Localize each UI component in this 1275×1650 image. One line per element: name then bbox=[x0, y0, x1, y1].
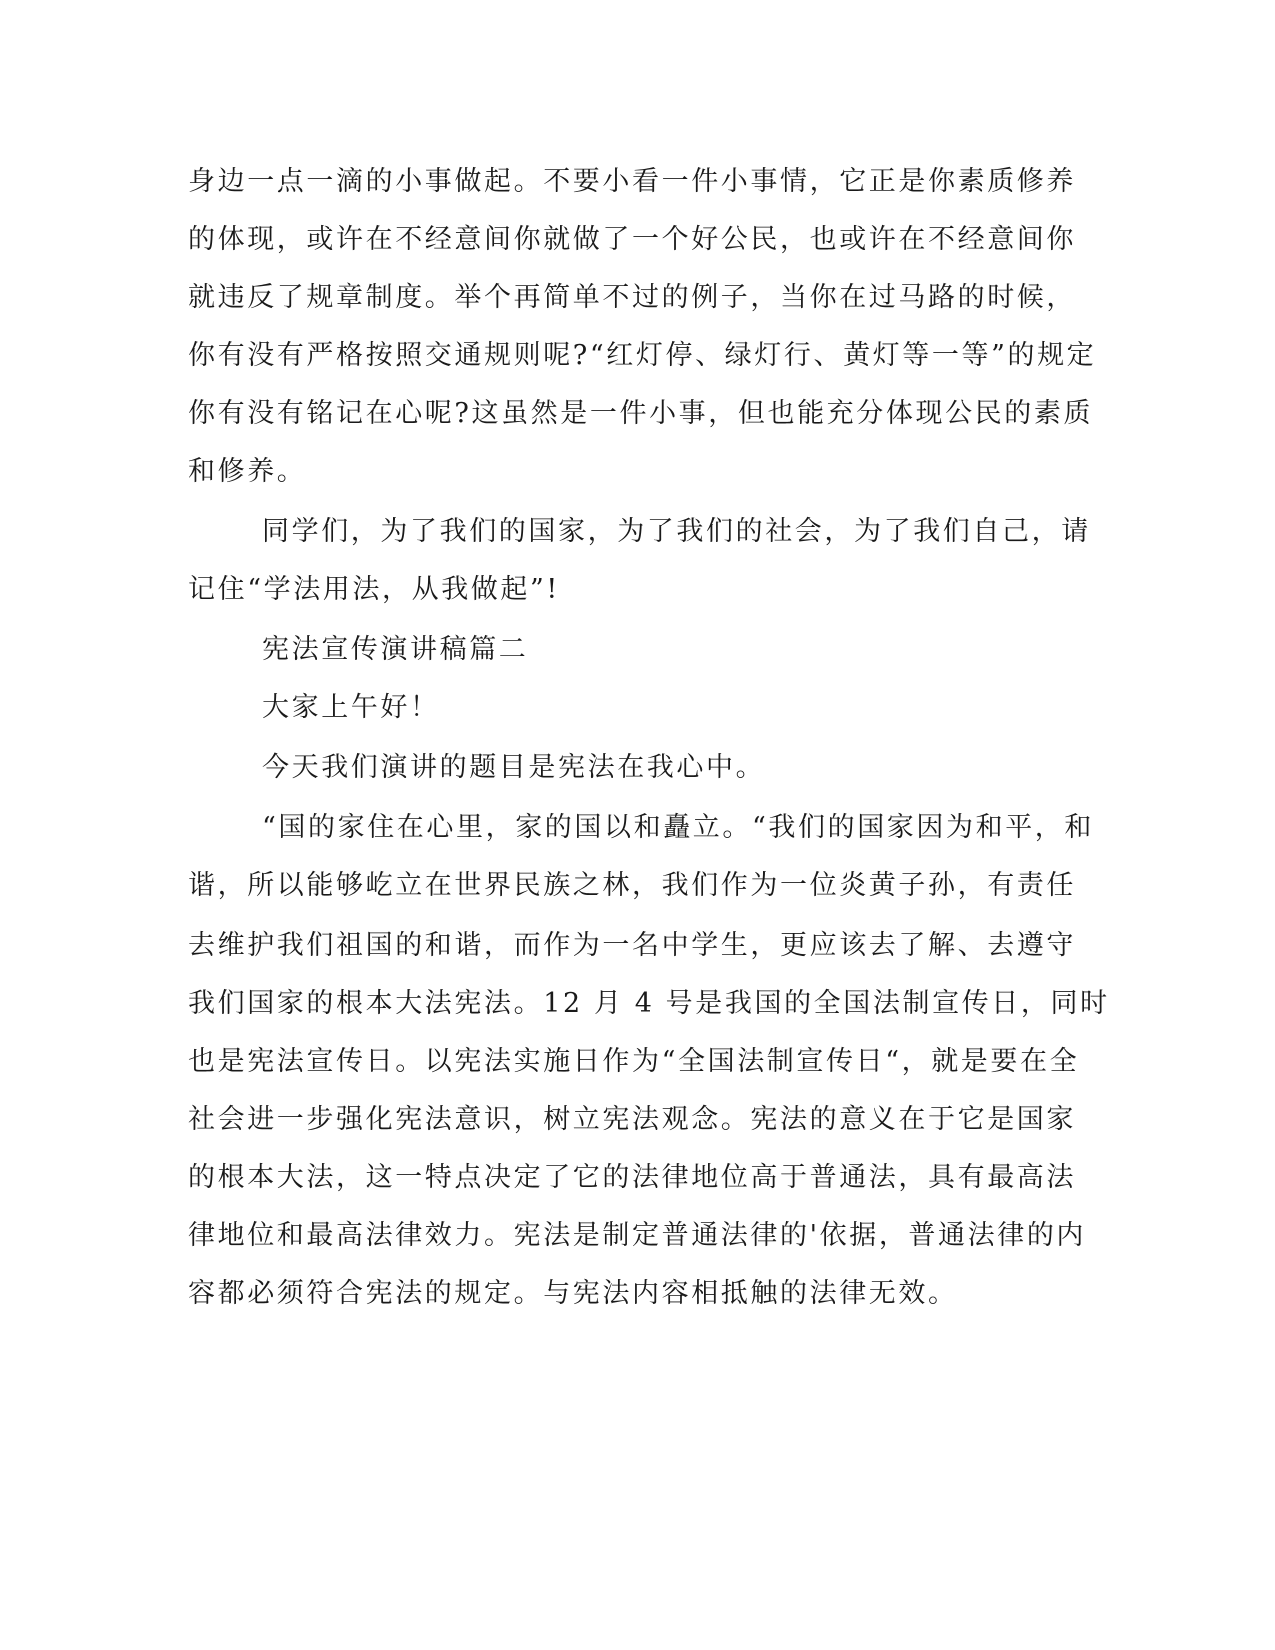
paragraph-6-line-5: 也是宪法宣传日。以宪法实施日作为“全国法制宣传日“，就是要在全 bbox=[188, 1046, 1080, 1077]
paragraph-2-line-1: 同学们，为了我们的国家，为了我们的社会，为了我们自己，请 bbox=[262, 516, 1091, 547]
paragraph-1-line-3: 就违反了规章制度。举个再简单不过的例子，当你在过马路的时候， bbox=[188, 282, 1076, 313]
paragraph-2-line-2: 记住“学法用法，从我做起”! bbox=[188, 574, 560, 605]
paragraph-6-line-1: “国的家住在心里，家的国以和矗立。“我们的国家因为和平，和 bbox=[262, 812, 1095, 843]
paragraph-6-line-6: 社会进一步强化宪法意识，树立宪法观念。宪法的意义在于它是国家 bbox=[188, 1104, 1076, 1135]
paragraph-6-line-2: 谐，所以能够屹立在世界民族之林，我们作为一位炎黄子孙，有责任 bbox=[188, 870, 1076, 901]
section-heading: 宪法宣传演讲稿篇二 bbox=[262, 634, 529, 665]
paragraph-1-line-5: 你有没有铭记在心呢?这虽然是一件小事，但也能充分体现公民的素质 bbox=[188, 398, 1094, 429]
paragraph-1-line-2: 的体现，或许在不经意间你就做了一个好公民，也或许在不经意间你 bbox=[188, 224, 1076, 255]
paragraph-1-line-1: 身边一点一滴的小事做起。不要小看一件小事情，它正是你素质修养 bbox=[188, 166, 1076, 197]
paragraph-1-line-6: 和修养。 bbox=[188, 456, 307, 487]
paragraph-6-line-7: 的根本大法，这一特点决定了它的法律地位高于普通法，具有最高法 bbox=[188, 1162, 1076, 1193]
paragraph-6-line-8: 律地位和最高法律效力。宪法是制定普通法律的'依据，普通法律的内 bbox=[188, 1220, 1087, 1251]
paragraph-1-line-4: 你有没有严格按照交通规则呢?“红灯停、绿灯行、黄灯等一等”的规定 bbox=[188, 340, 1097, 371]
paragraph-6-line-9: 容都必须符合宪法的规定。与宪法内容相抵触的法律无效。 bbox=[188, 1278, 958, 1309]
paragraph-6-line-4: 我们国家的根本大法宪法。12 月 4 号是我国的全国法制宣传日，同时 bbox=[188, 988, 1110, 1019]
greeting-line: 大家上午好！ bbox=[262, 692, 440, 723]
topic-line: 今天我们演讲的题目是宪法在我心中。 bbox=[262, 752, 766, 783]
paragraph-6-line-3: 去维护我们祖国的和谐，而作为一名中学生，更应该去了解、去遵守 bbox=[188, 930, 1076, 961]
